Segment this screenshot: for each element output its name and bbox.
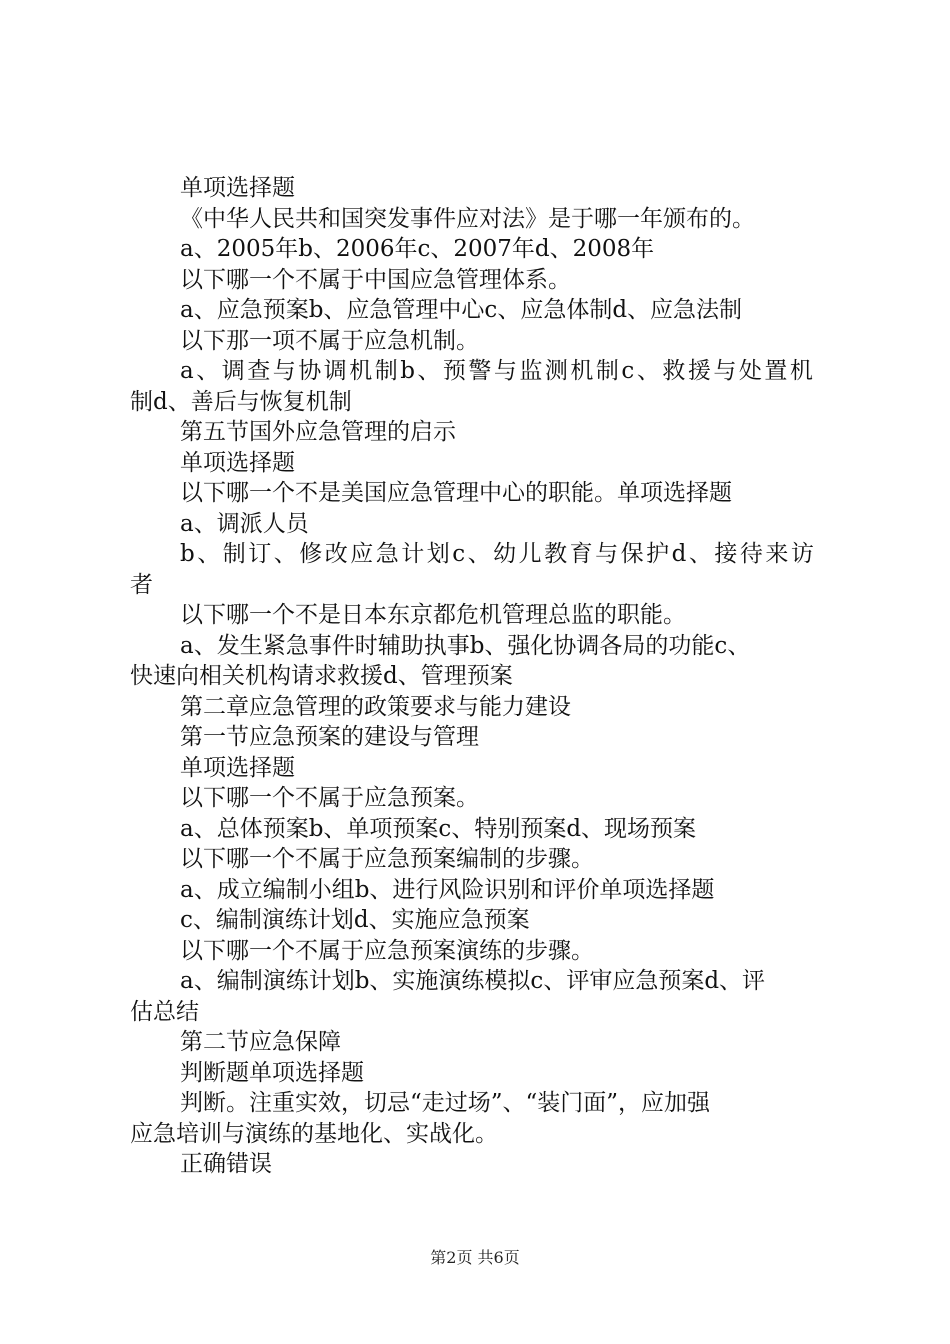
text-line: a、应急预案b、应急管理中心c、应急体制d、应急法制 [180,297,743,323]
chapter-heading: 第二章应急管理的政策要求与能力建设 [180,693,571,720]
page-number-footer: 第2页 共6页 [430,1248,520,1267]
text-line: a、发生紧急事件时辅助执事b、强化协调各局的功能c、 [180,632,751,659]
document-body [130,173,830,1180]
text-line: 以下哪一个不是美国应急管理中心的职能。单项选择题 [180,480,732,506]
text-line: b、制订、修改应急计划c、幼儿教育与保护d、接待来访 [180,541,817,567]
text-line: c、编制演练计划d、实施应急预案 [180,907,530,933]
text-line: a、成立编制小组b、进行风险识别和评价单项选择题 [180,876,715,903]
text-line: 单项选择题 [180,175,295,201]
text-line: 正确错误 [180,1151,272,1177]
text-line: 判断题单项选择题 [180,1059,364,1086]
text-line: 单项选择题 [180,754,295,781]
text-line: 单项选择题 [180,449,295,476]
text-line: 以下哪一个不属于应急预案。 [180,785,479,811]
text-line: a、编制演练计划b、实施演练模拟c、评审应急预案d、评 [180,968,766,994]
text-line: 快速向相关机构请求救援d、管理预案 [130,663,513,689]
text-line: a、调派人员 [180,510,309,537]
text-line: 者 [130,571,153,598]
text-line: a、2005年b、2006年c、2007年d、2008年 [180,236,655,262]
section-heading: 第五节国外应急管理的启示 [180,419,456,445]
text-line: 以下哪一个不属于应急预案演练的步骤。 [180,937,594,964]
text-line: 《中华人民共和国突发事件应对法》是于哪一年颁布的。 [180,205,755,232]
text-line: 以下那一项不属于应急机制。 [180,327,479,354]
text-line: 以下哪一个不是日本东京都危机管理总监的职能。 [180,602,686,628]
section-heading: 第一节应急预案的建设与管理 [180,724,479,750]
text-line: 以下哪一个不属于应急预案编制的步骤。 [180,846,594,872]
text-line: 判断。注重实效，切忌“走过场”、“装门面”，应加强 [180,1090,711,1116]
text-line: 制d、善后与恢复机制 [130,388,352,415]
text-line: a、总体预案b、单项预案c、特别预案d、现场预案 [180,815,697,842]
text-line: 估总结 [130,998,199,1025]
text-line: a、调查与协调机制b、预警与监测机制c、救援与处置机 [180,358,816,384]
text-line: 应急培训与演练的基地化、实战化。 [130,1120,498,1147]
section-heading: 第二节应急保障 [180,1029,341,1055]
text-line: 以下哪一个不属于中国应急管理体系。 [180,266,571,293]
